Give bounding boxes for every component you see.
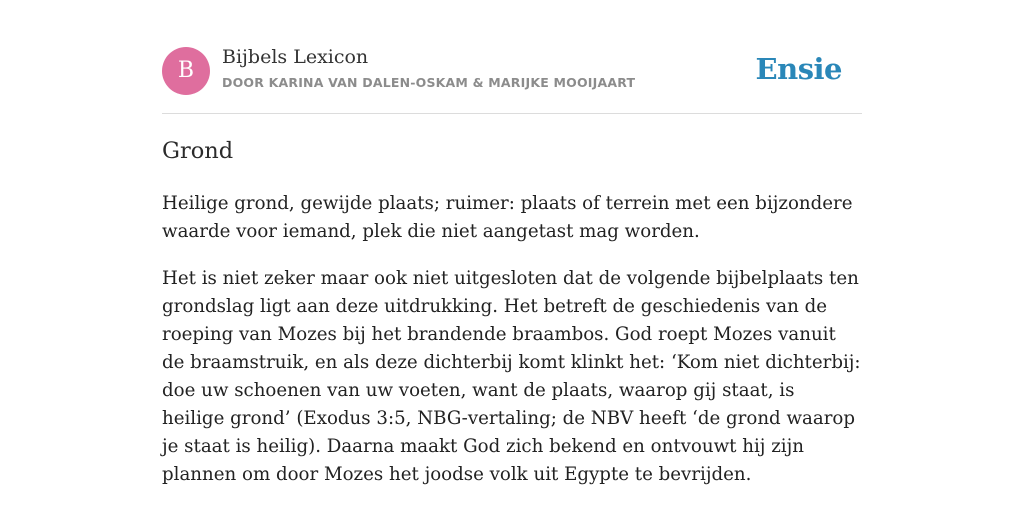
brand-logo[interactable]: Ensie: [755, 52, 842, 86]
authors-byline: DOOR KARINA VAN DALEN-OSKAM & MARIJKE MOOIJAART: [222, 75, 636, 90]
entry-body: [162, 190, 862, 508]
header: [162, 0, 862, 114]
entry-paragraph: Het is niet zeker maar ook niet uitgesloten dat de volgende bijbelplaats ten grondslag ligt aan deze uitdrukking. Het betreft de geschiedenis van de roeping van Mozes bij het brandende braambos. God roept Mozes vanuit de braamstruik, en als deze dichterbij komt klinkt het: ‘Kom niet dichterbij: doe uw schoenen van uw voeten, want de plaats, waarop gij staat, is heilige grond’ (Exodus 3:5, NBG-vertaling; de NBV heeft ‘de grond waarop je staat is heilig). Daarna maakt God zich bekend en ontvouwt hij zijn plannen om door Mozes het joodse volk uit Egypte te bevrijden.: [162, 268, 861, 485]
avatar[interactable]: B: [162, 47, 210, 95]
book-title[interactable]: Bijbels Lexicon: [222, 46, 369, 68]
entry-paragraph: Heilige grond, gewijde plaats; ruimer: plaats of terrein met een bijzondere waarde voor iemand, plek die niet aangetast mag worden.: [162, 193, 853, 242]
entry-title: Grond: [162, 138, 234, 164]
page: [162, 0, 862, 485]
